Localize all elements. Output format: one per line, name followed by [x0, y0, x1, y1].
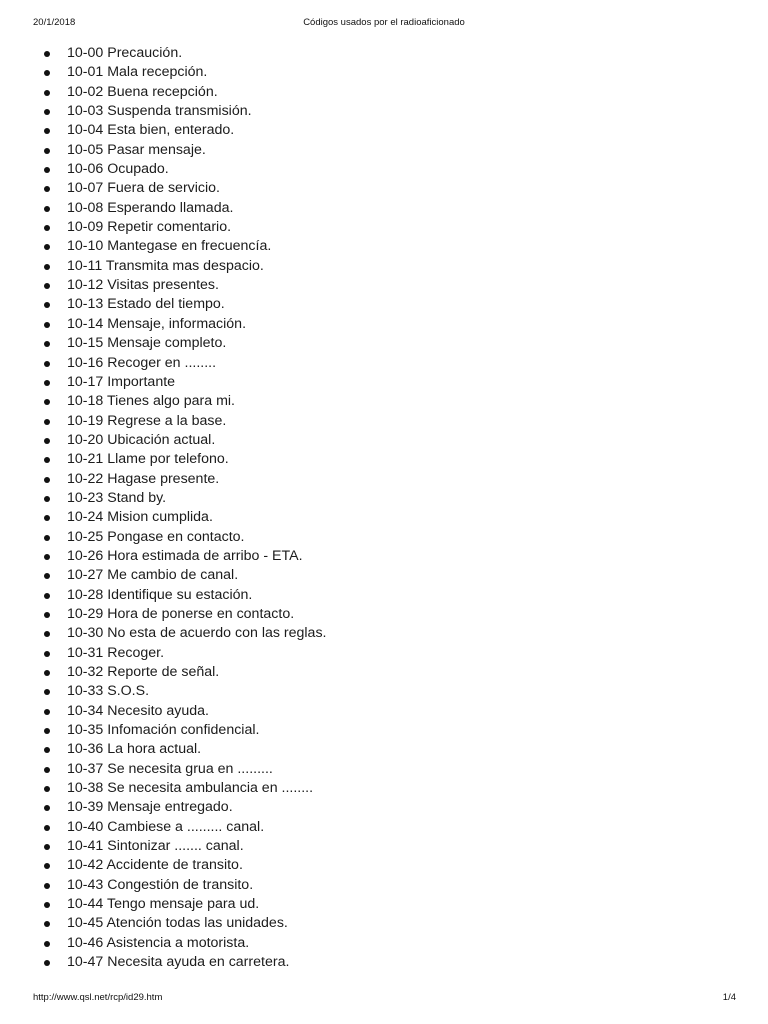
list-item — [0, 431, 326, 450]
list-item — [0, 373, 326, 392]
bullet-icon — [44, 225, 50, 231]
list-item — [0, 83, 326, 102]
list-item — [0, 740, 326, 759]
list-item — [0, 528, 326, 547]
list-item — [0, 102, 326, 121]
code-text: 10-37 Se necesita grua en ......... — [67, 760, 273, 777]
bullet-icon — [44, 457, 50, 463]
list-item — [0, 121, 326, 140]
bullet-icon — [44, 767, 50, 773]
list-item — [0, 315, 326, 334]
bullet-icon — [44, 631, 50, 637]
bullet-icon — [44, 921, 50, 927]
bullet-icon — [44, 244, 50, 250]
list-item — [0, 624, 326, 643]
code-text: 10-29 Hora de ponerse en contacto. — [67, 605, 295, 622]
list-item — [0, 334, 326, 353]
code-text: 10-39 Mensaje entregado. — [67, 799, 233, 816]
code-text: 10-47 Necesita ayuda en carretera. — [67, 954, 290, 971]
list-item — [0, 295, 326, 314]
code-text: 10-25 Pongase en contacto. — [67, 528, 245, 545]
list-item — [0, 682, 326, 701]
bullet-icon — [44, 186, 50, 192]
bullet-icon — [44, 554, 50, 560]
code-text: 10-26 Hora estimada de arribo - ETA. — [67, 547, 303, 564]
bullet-icon — [44, 573, 50, 579]
code-text: 10-09 Repetir comentario. — [67, 219, 232, 236]
list-item — [0, 586, 326, 605]
code-text: 10-45 Atención todas las unidades. — [67, 915, 288, 932]
list-item — [0, 237, 326, 256]
code-text: 10-05 Pasar mensaje. — [67, 141, 206, 158]
list-item — [0, 392, 326, 411]
list-item — [0, 44, 326, 63]
page-title: Códigos usados por el radioaficionado — [303, 17, 465, 28]
list-item — [0, 450, 326, 469]
list-item — [0, 702, 326, 721]
code-text: 10-02 Buena recepción. — [67, 83, 218, 100]
list-item — [0, 489, 326, 508]
list-item — [0, 257, 326, 276]
code-list — [0, 44, 326, 973]
bullet-icon — [44, 883, 50, 889]
bullet-icon — [44, 167, 50, 173]
list-item — [0, 779, 326, 798]
code-text: 10-23 Stand by. — [67, 489, 167, 506]
list-item — [0, 199, 326, 218]
code-text: 10-00 Precaución. — [67, 45, 183, 61]
list-item — [0, 876, 326, 895]
code-text: 10-35 Infomación confidencial. — [67, 722, 260, 739]
list-item — [0, 721, 326, 740]
bullet-icon — [44, 109, 50, 115]
bullet-icon — [44, 863, 50, 869]
bullet-icon — [44, 90, 50, 96]
list-item — [0, 953, 326, 972]
list-item — [0, 354, 326, 373]
code-text: 10-06 Ocupado. — [67, 161, 169, 178]
code-text: 10-12 Visitas presentes. — [67, 277, 219, 294]
list-item — [0, 276, 326, 295]
code-text: 10-20 Ubicación actual. — [67, 431, 216, 448]
code-text: 10-10 Mantegase en frecuencía. — [67, 238, 272, 255]
bullet-icon — [44, 941, 50, 947]
bullet-icon — [44, 496, 50, 502]
list-item — [0, 508, 326, 527]
bullet-icon — [44, 786, 50, 792]
bullet-icon — [44, 148, 50, 154]
code-text: 10-15 Mensaje completo. — [67, 335, 227, 352]
bullet-icon — [44, 825, 50, 831]
page-footer — [0, 992, 768, 1006]
list-item — [0, 470, 326, 489]
bullet-icon — [44, 689, 50, 695]
page-number: 1/4 — [722, 992, 736, 1003]
code-text: 10-44 Tengo mensaje para ud. — [67, 896, 260, 913]
bullet-icon — [44, 651, 50, 657]
bullet-icon — [44, 670, 50, 676]
code-text: 10-40 Cambiese a ......... canal. — [67, 818, 265, 835]
list-item — [0, 934, 326, 953]
bullet-icon — [44, 51, 50, 57]
list-item — [0, 412, 326, 431]
code-text: 10-04 Esta bien, enterado. — [67, 122, 235, 139]
code-text: 10-43 Congestión de transito. — [67, 876, 254, 893]
code-text: 10-30 No esta de acuerdo con las reglas. — [67, 625, 327, 642]
list-item — [0, 914, 326, 933]
list-item — [0, 798, 326, 817]
list-item — [0, 644, 326, 663]
code-text: 10-38 Se necesita ambulancia en ........ — [67, 780, 314, 797]
bullet-icon — [44, 844, 50, 850]
bullet-icon — [44, 805, 50, 811]
code-text: 10-13 Estado del tiempo. — [67, 296, 225, 313]
list-item — [0, 837, 326, 856]
code-text: 10-03 Suspenda transmisión. — [67, 103, 252, 120]
page-header — [0, 17, 768, 31]
code-text: 10-31 Recoger. — [67, 644, 165, 661]
bullet-icon — [44, 302, 50, 308]
code-text: 10-07 Fuera de servicio. — [67, 180, 220, 197]
bullet-icon — [44, 515, 50, 521]
code-text: 10-16 Recoger en ........ — [67, 354, 217, 371]
bullet-icon — [44, 70, 50, 76]
code-text: 10-14 Mensaje, información. — [67, 315, 247, 332]
bullet-icon — [44, 438, 50, 444]
bullet-icon — [44, 593, 50, 599]
bullet-icon — [44, 960, 50, 966]
bullet-icon — [44, 341, 50, 347]
code-text: 10-22 Hagase presente. — [67, 470, 220, 487]
code-text: 10-32 Reporte de señal. — [67, 664, 220, 680]
list-item — [0, 141, 326, 160]
code-text: 10-46 Asistencia a motorista. — [67, 934, 250, 951]
code-text: 10-19 Regrese a la base. — [67, 412, 227, 429]
code-text: 10-24 Mision cumplida. — [67, 509, 213, 526]
bullet-icon — [44, 728, 50, 734]
bullet-icon — [44, 747, 50, 753]
list-item — [0, 818, 326, 837]
source-url: http://www.qsl.net/rcp/id29.htm — [33, 992, 163, 1003]
bullet-icon — [44, 361, 50, 367]
code-text: 10-11 Transmita mas despacio. — [67, 257, 264, 274]
code-text: 10-18 Tienes algo para mi. — [67, 393, 235, 410]
bullet-icon — [44, 283, 50, 289]
list-item — [0, 566, 326, 585]
code-text: 10-08 Esperando llamada. — [67, 199, 234, 216]
bullet-icon — [44, 322, 50, 328]
bullet-icon — [44, 902, 50, 908]
list-item — [0, 547, 326, 566]
code-text: 10-28 Identifique su estación. — [67, 586, 253, 603]
code-text: 10-21 Llame por telefono. — [67, 451, 229, 468]
bullet-icon — [44, 419, 50, 425]
bullet-icon — [44, 128, 50, 134]
code-text: 10-42 Accidente de transito. — [67, 857, 243, 874]
list-item — [0, 160, 326, 179]
bullet-icon — [44, 206, 50, 212]
code-text: 10-34 Necesito ayuda. — [67, 702, 209, 719]
code-text: 10-36 La hora actual. — [67, 741, 202, 758]
code-text: 10-33 S.O.S. — [67, 683, 150, 700]
list-item — [0, 63, 326, 82]
list-item — [0, 895, 326, 914]
list-item — [0, 663, 326, 682]
list-item — [0, 760, 326, 779]
code-text: 10-27 Me cambio de canal. — [67, 567, 239, 584]
list-item — [0, 856, 326, 875]
bullet-icon — [44, 709, 50, 715]
bullet-icon — [44, 535, 50, 541]
bullet-icon — [44, 477, 50, 483]
code-text: 10-41 Sintonizar ....... canal. — [67, 838, 244, 855]
bullet-icon — [44, 264, 50, 270]
list-item — [0, 218, 326, 237]
bullet-icon — [44, 399, 50, 405]
bullet-icon — [44, 612, 50, 618]
code-text: 10-17 Importante — [67, 373, 176, 390]
list-item — [0, 605, 326, 624]
bullet-icon — [44, 380, 50, 386]
code-text: 10-01 Mala recepción. — [67, 64, 208, 81]
print-date: 20/1/2018 — [33, 17, 76, 28]
list-item — [0, 179, 326, 198]
